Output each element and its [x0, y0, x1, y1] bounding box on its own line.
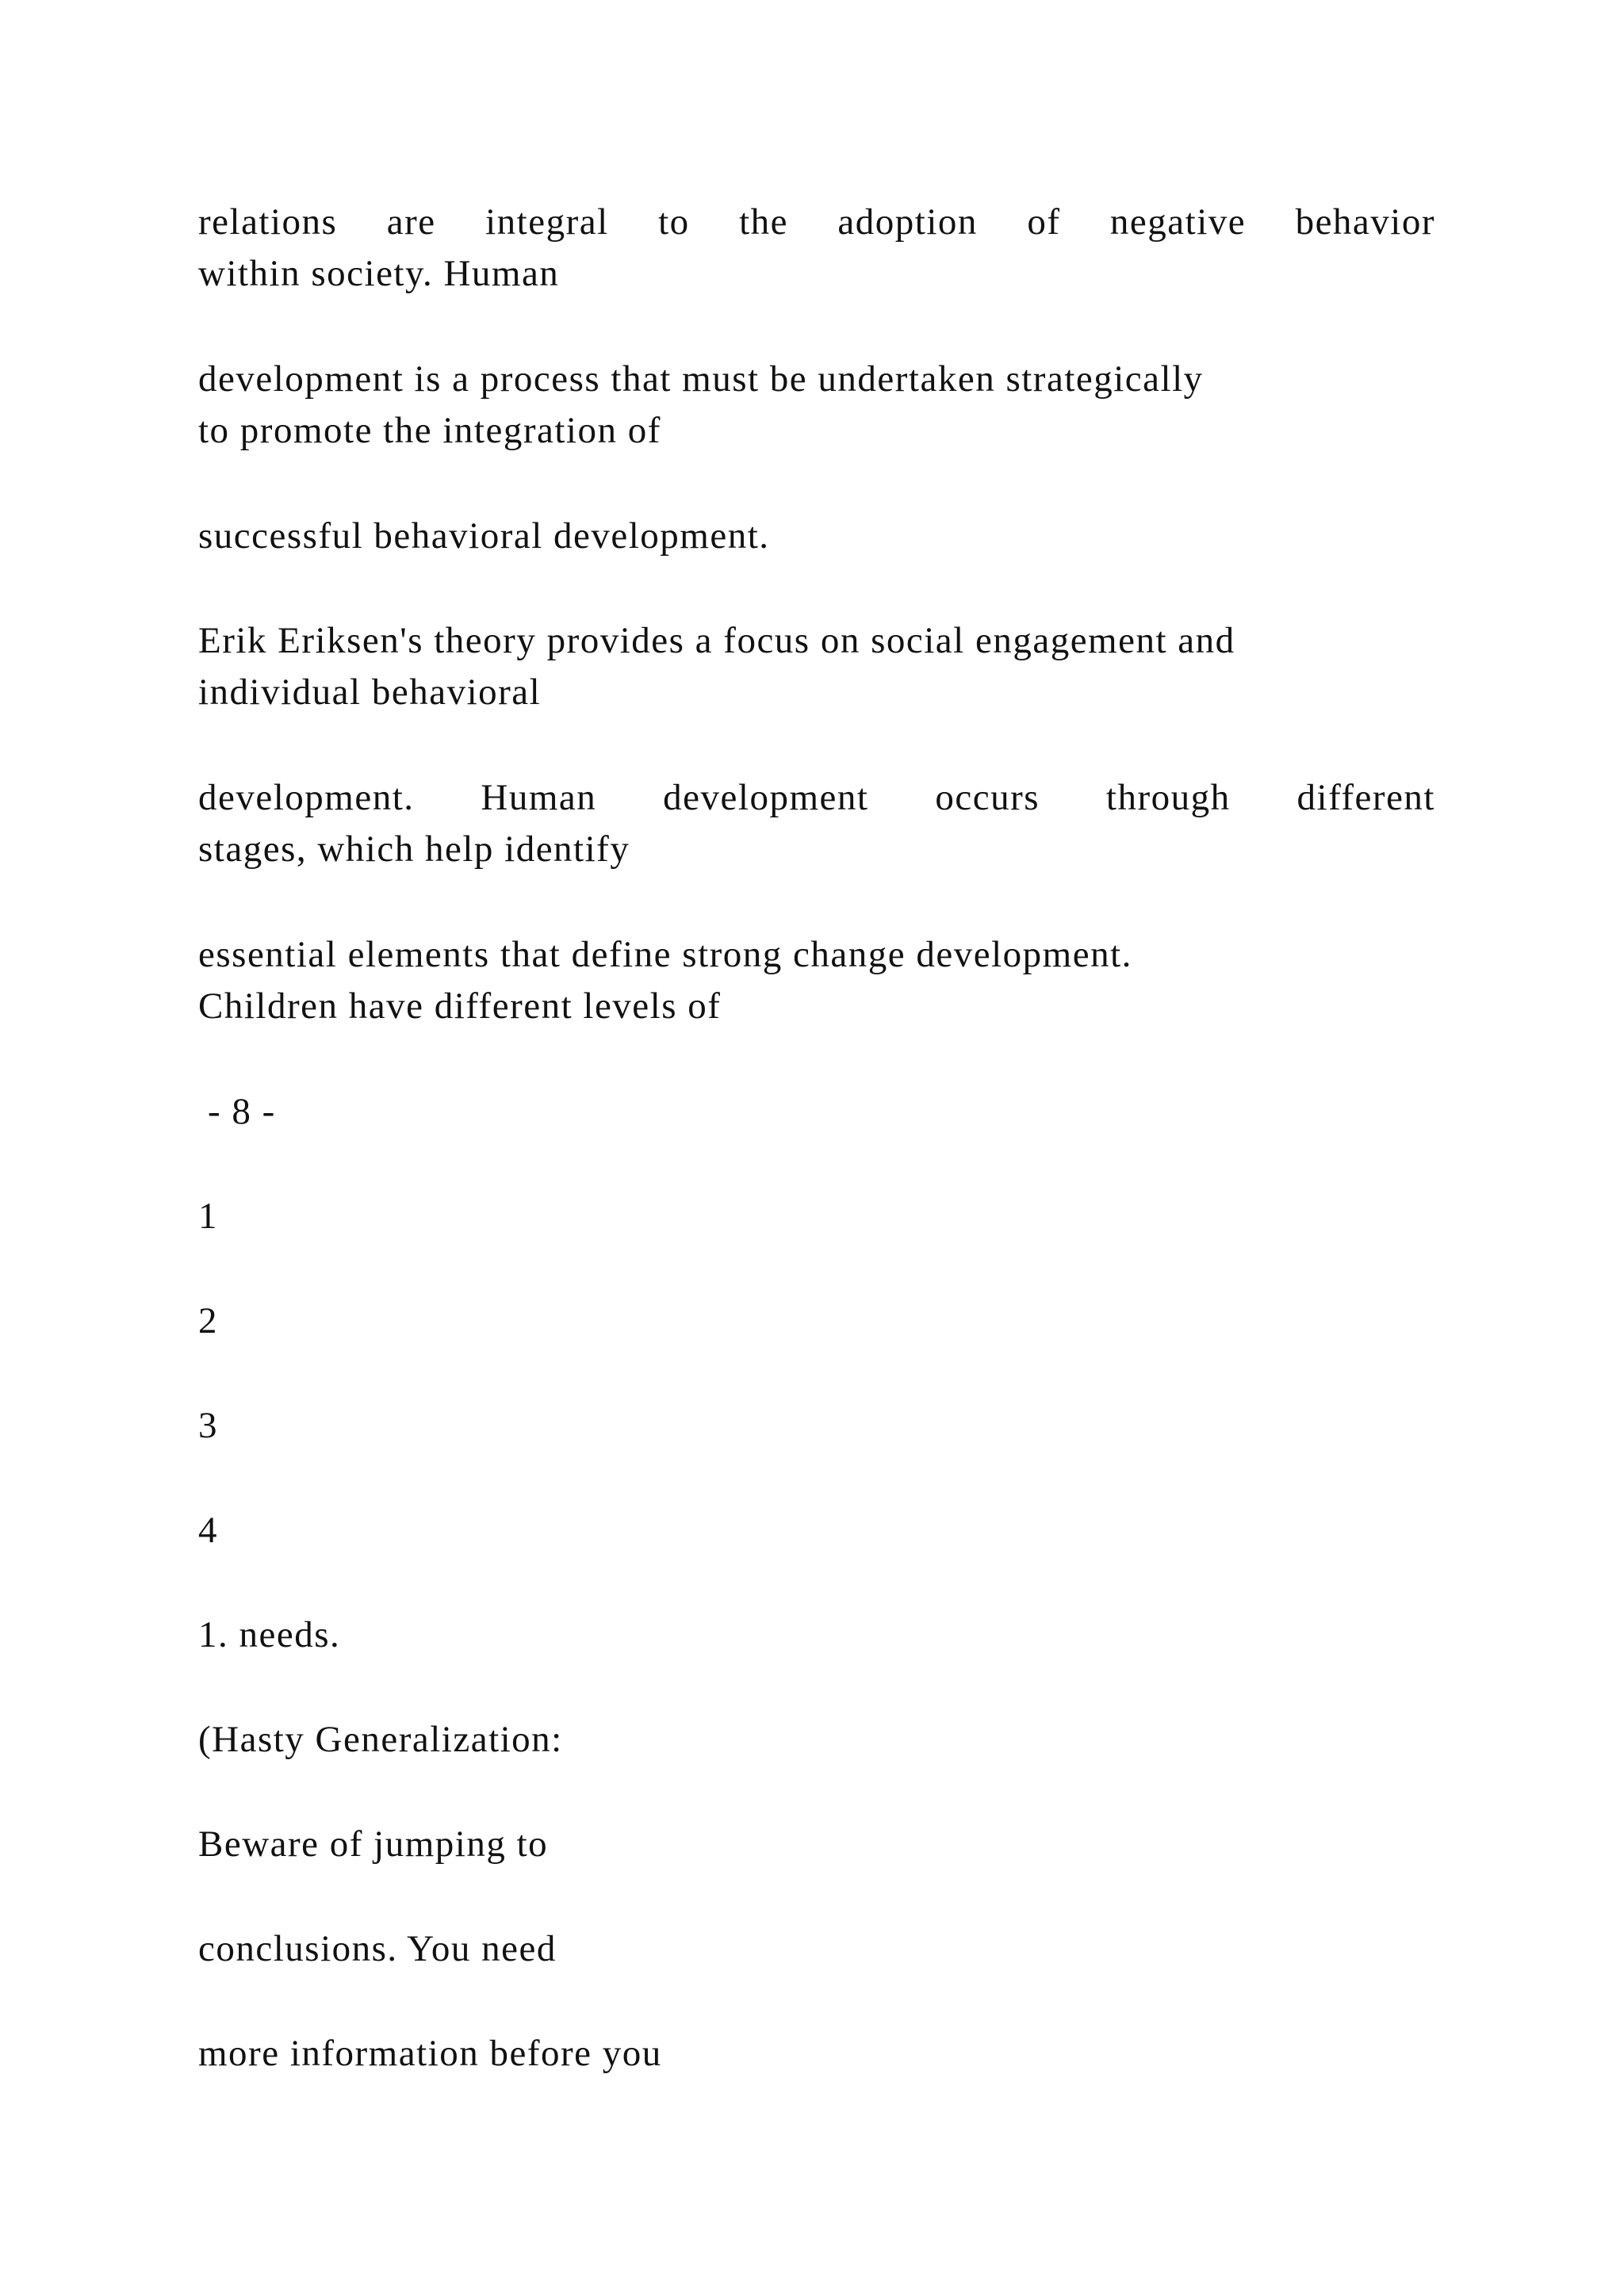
- paragraph-human-development: [198, 354, 1435, 457]
- text-line: essential elements that define strong change development.: [198, 934, 1132, 975]
- text-line: Erik Eriksen's theory provides a focus on social engagement and: [198, 620, 1235, 661]
- numbered-item-needs: 1. needs.: [198, 1614, 341, 1655]
- text-line: to promote the integration of: [198, 410, 661, 451]
- text-line: individual behavioral: [198, 672, 542, 713]
- text-line: relations are integral to the adoption of negative behavior: [198, 201, 1435, 243]
- paragraph-children-levels: [198, 929, 1435, 1032]
- paragraph-erik-eriksen: [198, 615, 1435, 718]
- comment-line: conclusions. You need: [198, 1928, 557, 1969]
- text-line: development. Human development occurs through different: [198, 777, 1435, 818]
- paragraph-successful-development: [198, 511, 1435, 562]
- text-line: Children have different levels of: [198, 985, 722, 1027]
- comment-marker-1: 1: [198, 1196, 218, 1237]
- comment-line: Beware of jumping to: [198, 1823, 549, 1865]
- text-line: within society. Human: [198, 253, 560, 294]
- comment-marker-2: 2: [198, 1300, 218, 1341]
- comment-marker-4: 4: [198, 1510, 218, 1551]
- text-line: stages, which help identify: [198, 828, 630, 870]
- text-line: successful behavioral development.: [198, 515, 770, 557]
- page-number: - 8 -: [208, 1091, 276, 1132]
- text-line: development is a process that must be undertaken strategically: [198, 358, 1204, 400]
- comment-line: more information before you: [198, 2033, 662, 2074]
- paragraph-relations: [198, 197, 1435, 300]
- comment-marker-3: 3: [198, 1405, 218, 1446]
- comment-line: (Hasty Generalization:: [198, 1719, 563, 1760]
- paragraph-stages: [198, 772, 1435, 875]
